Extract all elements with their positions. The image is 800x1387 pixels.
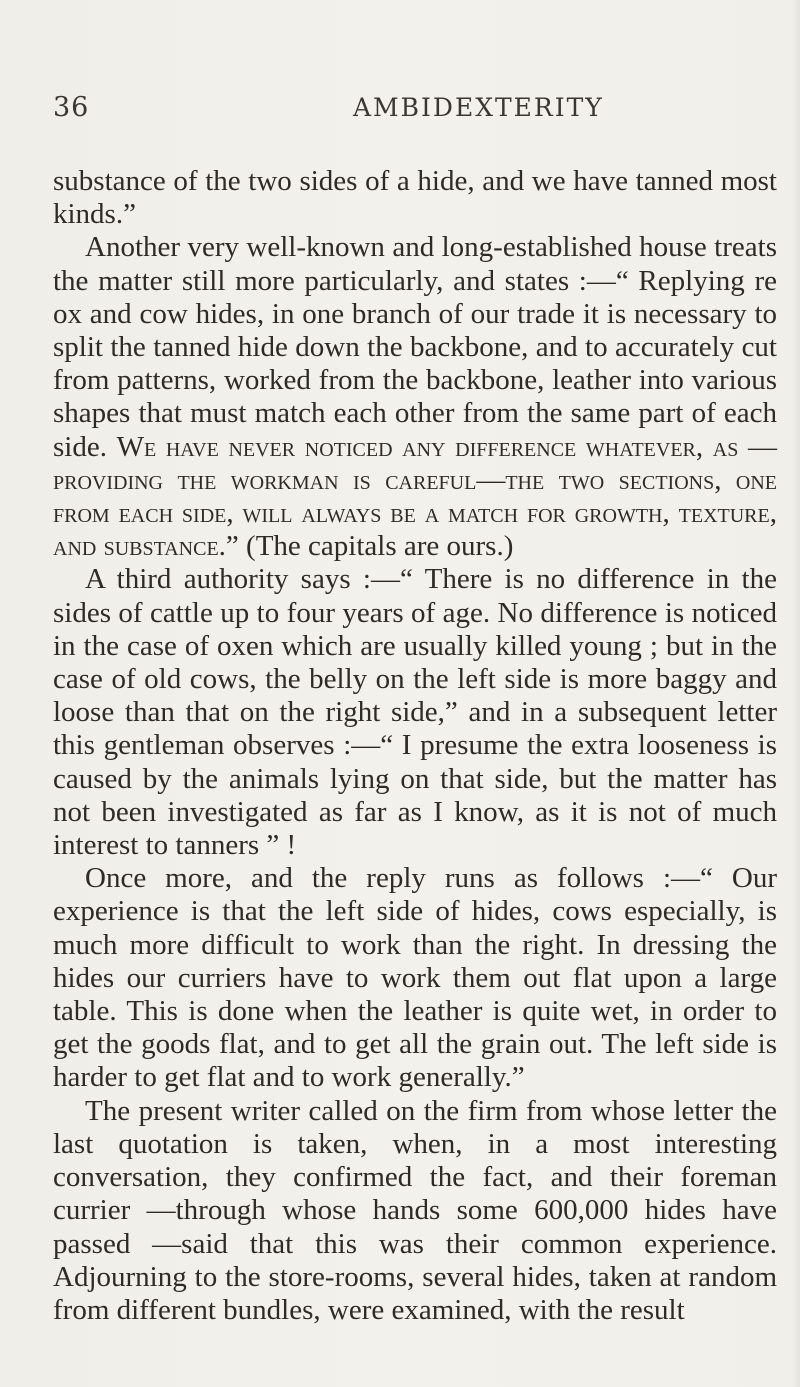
page-number: 36 — [53, 92, 90, 123]
paragraph-4: Once more, and the reply runs as follows :—“ Our experience is that the left side of hides, cows especially, is much more difficult to work than the right. In dressing the hides our curriers have to work them out flat upon a large table. This is done when the leather is quite wet, in order to get the goods flat, and to get all the grain out. The left side is harder to get flat and to work generally.” — [53, 862, 777, 1094]
page-edge-shadow — [792, 0, 800, 1387]
page-header — [53, 86, 777, 130]
paragraph-1: substance of the two sides of a hide, and we have tanned most kinds.” — [53, 165, 777, 231]
capitals-emphasis: We have never noticed any difference whatever, as —providing the workman is careful—the two sections, one from each side, will always be a match for growth, texture, and substance.” — [53, 430, 778, 563]
running-head: AMBIDEXTERITY — [353, 93, 604, 122]
paragraph-3: A third authority says :—“ There is no difference in the sides of cattle up to four years of age. No difference is noticed in the case of oxen which are usually killed young ; but in the case of old cows, the belly on the left side is more baggy and loose than that on the right side,” and in a subsequent letter this gentleman observes :—“ I presume the extra looseness is caused by the animals lying on that side, but the matter has not been investigated as far as I know, as it is not of much interest to tanners ” ! — [53, 563, 777, 862]
paragraph-5: The present writer called on the firm from whose letter the last quotation is taken, when, in a most interesting conversation, they confirmed the fact, and their foreman currier —through whose hands some 600,000 hides have passed —said that this was their common experience. Adjourning to the store-rooms, several hides, taken at random from different bundles, were examined, with the result — [53, 1094, 777, 1326]
body-text — [53, 165, 777, 1327]
paragraph-2: Another very well-known and long-established house treats the matter still more particularly, and states :—“ Replying re ox and cow hides, in one branch of our trade it is necessary to split the tanned hide down the backbone, and to accurately cut from patterns, worked from the backbone, leather into various shapes that must match each other from the same part of each side. We have never noticed any difference whatever, as —providing the workman is careful—the two sections, one from each side, will always be a match for growth, texture, and substance.” (The capitals are ours.) — [53, 231, 778, 563]
